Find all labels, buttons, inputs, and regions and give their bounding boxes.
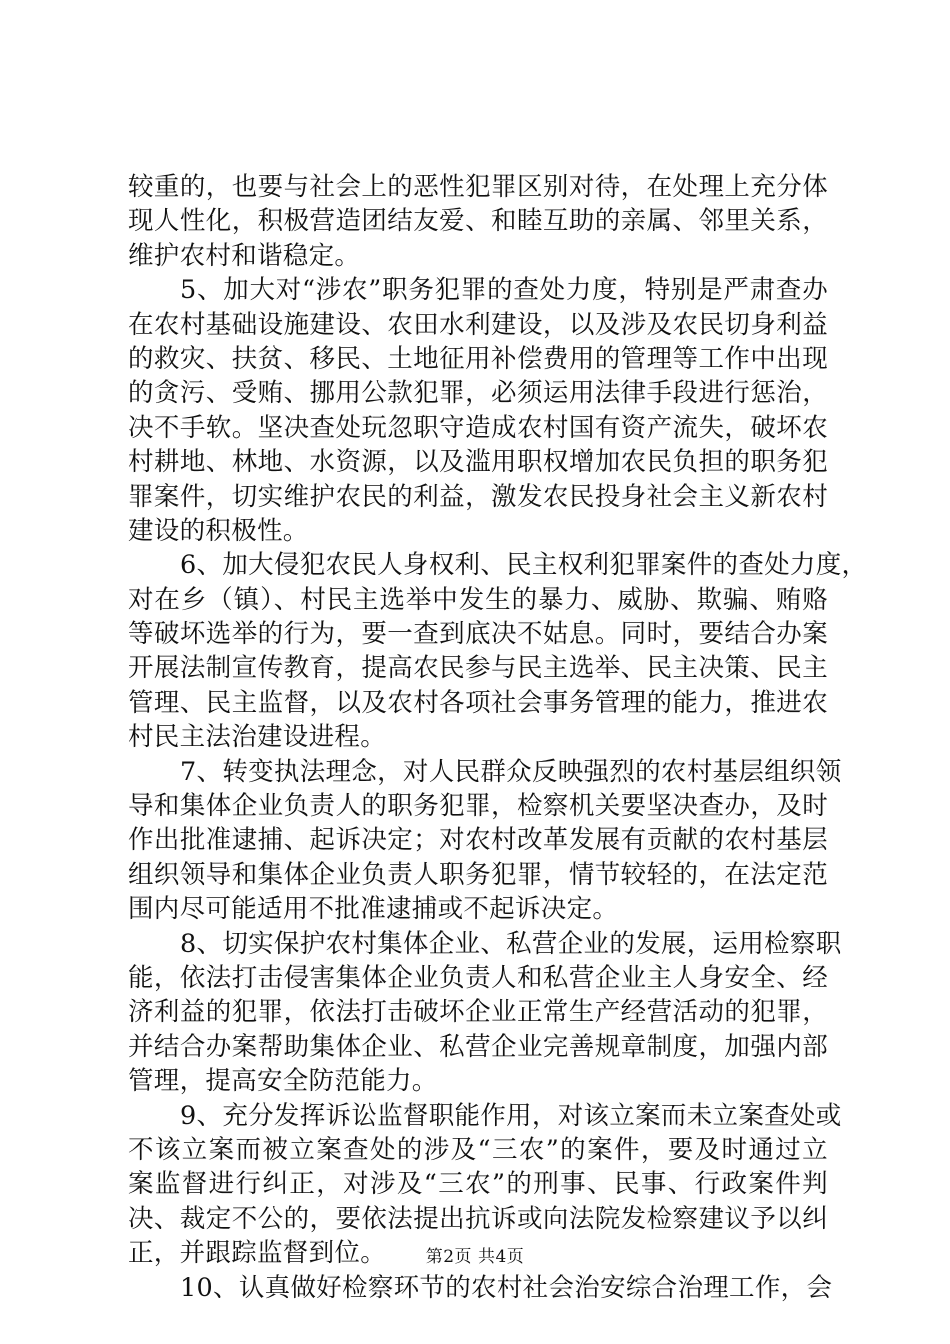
text-line: 罪案件，切实维护农民的利益，激发农民投身社会主义新农村	[128, 481, 828, 512]
text-line: 5、加大对“涉农”职务犯罪的查处力度，特别是严肃查办	[180, 275, 828, 306]
text-line: 村耕地、林地、水资源，以及滥用职权增加农民负担的职务犯	[128, 447, 828, 478]
text-line: 管理、民主监督，以及农村各项社会事务管理的能力，推进农	[128, 687, 828, 718]
text-line: 建设的积极性。	[128, 515, 309, 546]
text-line: 围内尽可能适用不批准逮捕或不起诉决定。	[128, 894, 619, 925]
page-number-footer: 第2页 共4页	[425, 1247, 525, 1267]
text-line: 决、裁定不公的，要依法提出抗诉或向法院发检察建议予以纠	[128, 1203, 828, 1234]
text-line: 开展法制宣传教育，提高农民参与民主选举、民主决策、民主	[128, 653, 828, 684]
text-line: 等破坏选举的行为，要一查到底决不姑息。同时，要结合办案	[128, 619, 828, 650]
text-line: 导和集体企业负责人的职务犯罪，检察机关要坚决查办，及时	[128, 791, 828, 822]
body-text	[128, 170, 868, 1305]
text-line: 6、加大侵犯农民人身权利、民主权利犯罪案件的查处力度，	[180, 550, 868, 581]
text-line: 9、充分发挥诉讼监督职能作用，对该立案而未立案查处或	[180, 1100, 842, 1131]
text-line: 较重的，也要与社会上的恶性犯罪区别对待，在处理上充分体	[128, 172, 828, 202]
text-line: 对在乡（镇）、村民主选举中发生的暴力、威胁、欺骗、贿赂	[128, 584, 828, 615]
text-line: 的贪污、受贿、挪用公款犯罪，必须运用法律手段进行惩治，	[128, 378, 828, 409]
text-line: 10、认真做好检察环节的农村社会治安综合治理工作，会	[180, 1272, 833, 1303]
text-line: 作出批准逮捕、起诉决定；对农村改革发展有贡献的农村基层	[128, 825, 828, 856]
text-line: 8、切实保护农村集体企业、私营企业的发展，运用检察职	[180, 928, 842, 959]
text-line: 现人性化，积极营造团结友爱、和睦互助的亲属、邻里关系，	[128, 206, 828, 237]
text-line: 正，并跟踪监督到位。	[128, 1238, 387, 1269]
text-line: 的救灾、扶贫、移民、土地征用补偿费用的管理等工作中出现	[128, 343, 828, 374]
text-line: 在农村基础设施建设、农田水利建设，以及涉及农民切身利益	[128, 309, 828, 340]
text-line: 并结合办案帮助集体企业、私营企业完善规章制度，加强内部	[128, 1031, 828, 1062]
text-line: 组织领导和集体企业负责人职务犯罪，情节较轻的，在法定范	[128, 859, 828, 890]
text-line: 能，依法打击侵害集体企业负责人和私营企业主人身安全、经	[128, 962, 828, 993]
text-line: 维护农村和谐稳定。	[128, 240, 361, 271]
text-line: 不该立案而被立案查处的涉及“三农”的案件，要及时通过立	[128, 1134, 828, 1165]
text-line: 村民主法治建设进程。	[128, 722, 387, 753]
text-line: 济利益的犯罪，依法打击破坏企业正常生产经营活动的犯罪，	[128, 997, 828, 1028]
text-line: 管理，提高安全防范能力。	[128, 1066, 438, 1097]
text-line: 决不手软。坚决查处玩忽职守造成农村国有资产流失，破坏农	[128, 412, 828, 443]
text-line: 7、转变执法理念，对人民群众反映强烈的农村基层组织领	[180, 756, 842, 787]
text-line: 案监督进行纠正，对涉及“三农”的刑事、民事、行政案件判	[128, 1169, 828, 1200]
